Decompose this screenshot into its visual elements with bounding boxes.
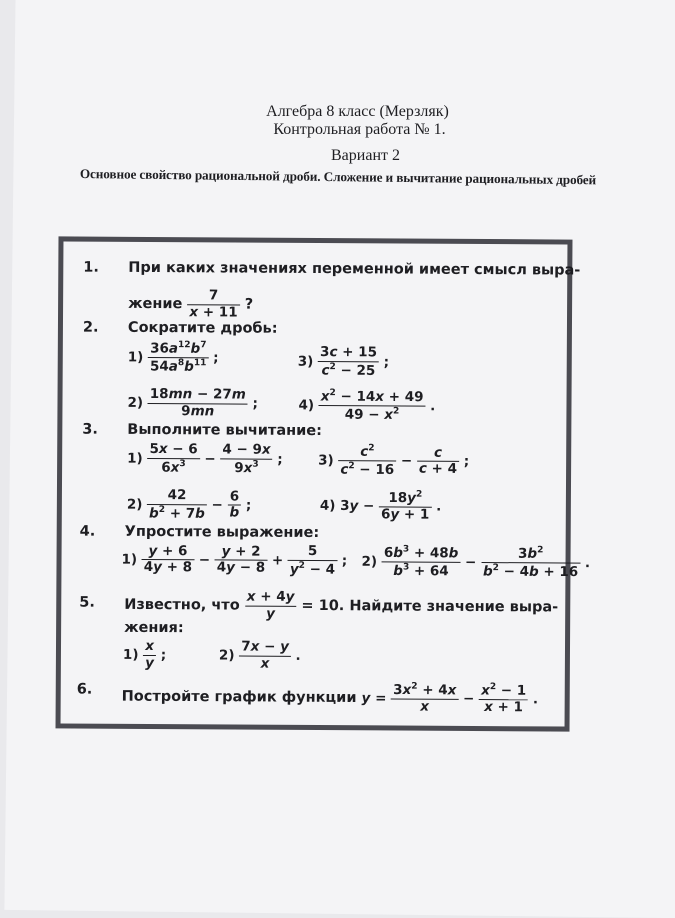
task-4-text: Упростите выражение: bbox=[124, 523, 320, 542]
task-6-text bbox=[122, 680, 538, 716]
task-1-fraction: $\frac{7}{x + 11}$ bbox=[187, 288, 239, 320]
task-5-text bbox=[124, 589, 558, 624]
task-2-item-1: 1) $\frac{36a^{12}b^7}{54a^8b^{11}}$ ; bbox=[127, 340, 219, 375]
task-2-item-3: 3) $\frac{3c + 15}{c^2 - 25}$ ; bbox=[297, 344, 390, 379]
task-4-number: 4. bbox=[79, 523, 96, 540]
task-6-number: 6. bbox=[76, 681, 93, 698]
task-3-text: Выполните вычитание: bbox=[127, 421, 323, 440]
task-1-number: 1. bbox=[83, 259, 99, 276]
header-subtitle: Основное свойство рациональной дроби. Сложение и вычитание рациональных дробей bbox=[79, 166, 597, 188]
task-3-item-2: 2) $\frac{42}{b^2 + 7b}$ − $\frac{6}{b}$ ; bbox=[126, 487, 252, 522]
task-3-item-3: 3) $\frac{c^2}{c^2 - 16}$ − $\frac{c}{c + 4}$ ; bbox=[318, 443, 470, 479]
task-2-item-2: 2) $\frac{18mn - 27m}{9mn}$ ; bbox=[127, 385, 258, 419]
task-5-number: 5. bbox=[79, 594, 95, 611]
task-4-item-2: 2) $\frac{6b^3 + 48b}{b^3 + 64}$ − $\frac{3b^2}{b^2 - 4b + 16}$ . bbox=[361, 544, 591, 581]
task-6-formula: y = $\frac{3x^2 + 4x}{x}$ − $\frac{x^2 - 1}{x + 1}$ . bbox=[361, 681, 539, 716]
header-test-name: Контрольная работа № 1. bbox=[273, 121, 446, 138]
header-title: Алгебра 8 класс (Мерзляк) bbox=[266, 103, 449, 120]
task-3-item-4: 4) 3y − $\frac{18y^2}{6y + 1}$ . bbox=[319, 489, 442, 523]
task-1-word: жение bbox=[128, 295, 183, 313]
task-5-fraction: $\frac{x + 4y}{y}$ bbox=[245, 590, 297, 622]
task-5-item-2: 2) $\frac{7x - y}{x}$ . bbox=[218, 638, 301, 672]
task-3-item-1: 1) $\frac{5x - 6}{6x^3}$ − $\frac{4 - 9x}{9x^3}$ ; bbox=[127, 440, 283, 476]
task-1-text-cont bbox=[128, 288, 253, 321]
task-2-number: 2. bbox=[82, 319, 99, 336]
task-5-text-b: = 10. Найдите значение выра- bbox=[301, 597, 559, 616]
task-1-text: При каких значениях переменной имеет смысл выра- bbox=[128, 259, 581, 279]
task-6-label: Постройте график функции bbox=[121, 688, 357, 707]
task-5-item-1: 1) $\frac{x}{y}$ ; bbox=[122, 637, 167, 671]
task-5-text-a: Известно, что bbox=[124, 596, 240, 614]
task-3-number: 3. bbox=[82, 421, 98, 438]
task-1-qmark: ? bbox=[244, 296, 254, 313]
task-2-item-4: 4) $\frac{x^2 - 14x + 49}{49 - x^2}$ . bbox=[298, 388, 436, 423]
task-2-text: Сократите дробь: bbox=[127, 319, 278, 337]
header-variant: Вариант 2 bbox=[331, 147, 400, 164]
task-box bbox=[56, 236, 591, 731]
task-4-item-1: 1) $\frac{y + 6}{4y + 8}$ − $\frac{y + 2}{4y - 8}$ + $\frac{5}{y^2 - 4}$ ; bbox=[121, 542, 348, 578]
task-5-text-cont: жения: bbox=[124, 619, 184, 637]
